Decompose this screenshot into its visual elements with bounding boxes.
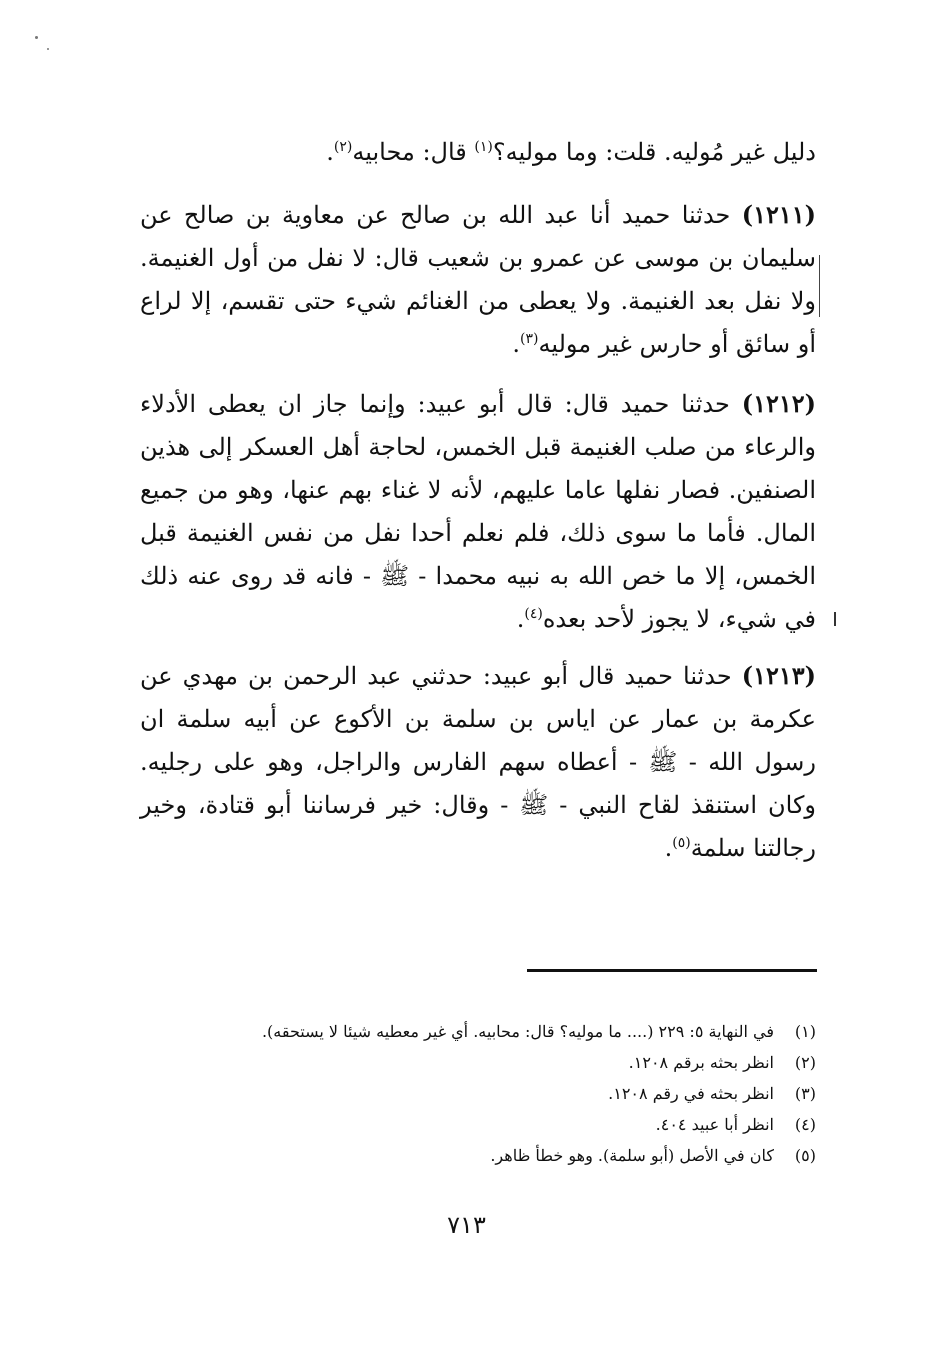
- footnote-ref: (٤): [524, 606, 543, 622]
- paragraph-text: حدثنا حميد قال: قال أبو عبيد: وإنما جاز ان يعطى الأدلاء والرعاء من صلب الغنيمة قبل الخمس، لحاجة أهل العسكر إلى هذين الصنفين. فصار نفلها عاما عليهم، لأنه لا غناء بهم عنها، وهو من جميع المال. فأما ما سوى ذلك، فلم نعلم أحدا نفل من نفس الغنيمة قبل الخمس، إلا ما خص الله به نبيه محمدا - ﷺ - فانه قد روى عنه ذلك في شيء، لا يجوز لأحد بعده: [140, 390, 816, 633]
- footnote-text: انظر أبا عبيد ٤٠٤.: [655, 1115, 774, 1134]
- footnote-text: انظر بحثه برقم ١٢٠٨.: [628, 1053, 774, 1072]
- margin-mark: [834, 612, 836, 626]
- footnote-item: [140, 1047, 816, 1078]
- footnote-item: [140, 1140, 816, 1171]
- paragraph-1211: [140, 193, 816, 366]
- scan-speck: [35, 36, 38, 39]
- paragraph-1213: [140, 654, 816, 870]
- footnote-ref: (٢): [333, 139, 353, 155]
- footnote-number: (٤): [794, 1115, 816, 1134]
- top-line-text: .: [326, 138, 334, 166]
- top-line-text: قال: محابيه: [352, 138, 475, 166]
- margin-line: [819, 255, 820, 317]
- footnote-item: [140, 1078, 816, 1109]
- top-line: [140, 131, 816, 174]
- paragraph-text: .: [512, 330, 520, 358]
- paragraph-text: حدثنا حميد أنا عبد الله بن صالح عن معاوية بن صالح عن سليمان بن موسى عن عمرو بن شعيب قال: لا نفل من أول الغنيمة. ولا نفل بعد الغنيمة. ولا يعطى من الغنائم شيء حتى تقسم، إلا لراع أو سائق أو حارس غير موليه: [140, 201, 816, 358]
- footnote-ref: (٥): [672, 835, 691, 851]
- footnote-number: (٢): [794, 1053, 816, 1072]
- footnote-text: كان في الأصل (أبو سلمة). وهو خطأ ظاهر.: [490, 1146, 774, 1165]
- paragraph-text: حدثنا حميد قال أبو عبيد: حدثني عبد الرحمن بن مهدي عن عكرمة بن عمار عن اياس بن سلمة بن الأكوع عن أبيه سلمة ان رسول الله - ﷺ - أعطاه سهم الفارس والراجل، وهو على رجليه. وكان استنقذ لقاح النبي - ﷺ - وقال: خير فرساننا أبو قتادة، وخير رجالتنا سلمة: [140, 662, 816, 862]
- footnote-item: [140, 1016, 816, 1047]
- paragraph-number: (١٢١٣): [741, 661, 817, 690]
- footnote-item: [140, 1109, 816, 1140]
- footnote-text: انظر بحثه في رقم ١٢٠٨.: [608, 1084, 774, 1103]
- footnote-ref: (٣): [520, 331, 539, 347]
- footnote-text: في النهاية ٥: ٢٢٩ (.... ما موليه؟ قال: محابيه. أي غير معطيه شيئا لا يستحقه).: [261, 1022, 774, 1041]
- paragraph-1212: [140, 382, 816, 641]
- footnote-ref: (١): [474, 139, 493, 155]
- footnote-number: (٣): [794, 1084, 816, 1103]
- footnote-separator: [527, 969, 817, 972]
- paragraph-text: .: [516, 605, 525, 633]
- scan-speck: [47, 48, 49, 50]
- footnotes: [140, 1016, 816, 1171]
- page-number: ٧١٣: [447, 1211, 486, 1239]
- footnote-number: (١): [794, 1022, 816, 1041]
- paragraph-number: (١٢١٢): [741, 389, 816, 418]
- paragraph-number: (١٢١١): [741, 200, 816, 229]
- paragraph-text: .: [664, 834, 673, 862]
- top-line-text: دليل غير مُوليه. قلت: وما موليه؟: [492, 138, 816, 166]
- footnote-number: (٥): [794, 1146, 816, 1165]
